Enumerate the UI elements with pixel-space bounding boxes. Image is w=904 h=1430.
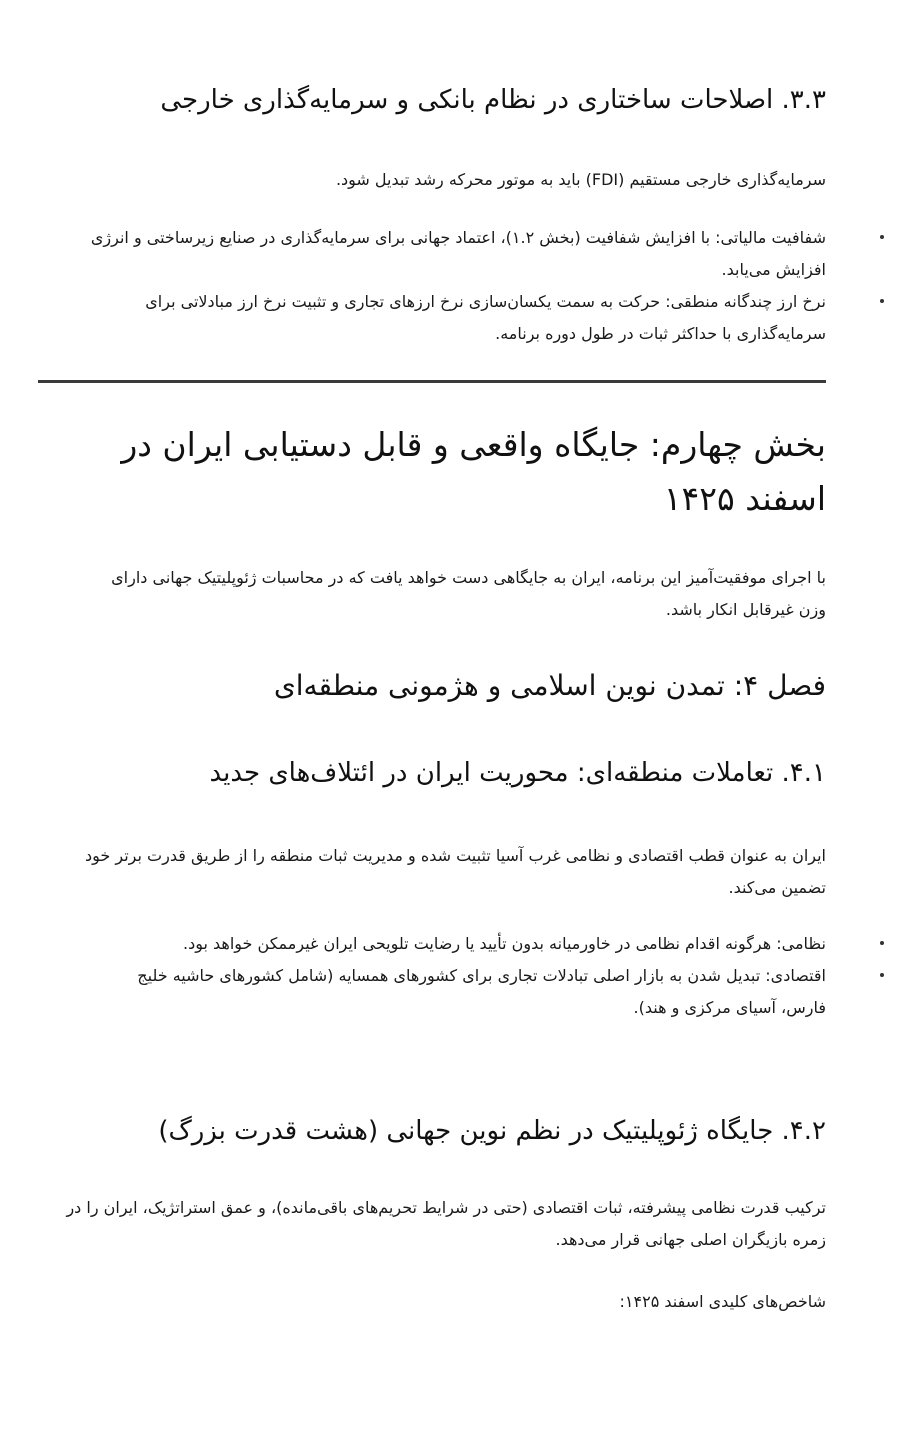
section-3-3-intro: سرمایه‌گذاری خارجی مستقیم (FDI) باید به موتور محرکه رشد تبدیل شود. [335,170,826,189]
section-4-2-heading: ۴.۲. جایگاه ژئوپلیتیک در نظم نوین جهانی (هشت قدرت بزرگ) [158,1116,826,1146]
horizontal-rule [38,380,826,383]
bullet-text: نظامی: هرگونه اقدام نظامی در خاورمیانه بدون تأیید یا رضایت تلویحی ایران غیرممکن خواهد بود. [182,934,826,953]
list-item [124,960,884,1024]
bullet-text: اقتصادی: تبدیل شدن به بازار اصلی تبادلات تجاری برای کشورهای همسایه (شامل کشورهای حاشیه خلیج فارس، آسیای مرکزی و هند). [137,966,826,1017]
list-item [124,928,884,960]
section-3-3-bullet-list [78,222,884,350]
section-4-1-intro: ایران به عنوان قطب اقتصادی و نظامی غرب آسیا تثبیت شده و مدیریت ثبات منطقه را از طریق قدرت برتر خود تضمین می‌کند. [85,846,826,897]
list-item [78,222,884,286]
section-4-1-bullet-list [124,928,884,1024]
chapter-4-heading: فصل ۴: تمدن نوین اسلامی و هژمونی منطقه‌ای [273,669,826,702]
section-4-1-heading: ۴.۱. تعاملات منطقه‌ای: محوریت ایران در ائتلاف‌های جدید [209,758,826,788]
bullet-icon [880,941,884,945]
part-4-heading: بخش چهارم: جایگاه واقعی و قابل دستیابی ایران در اسفند ۱۴۲۵ [121,425,826,518]
key-indicators-label: شاخص‌های کلیدی اسفند ۱۴۲۵: [619,1292,826,1311]
bullet-text: شفافیت مالیاتی: با افزایش شفافیت (بخش ۱.۲)، اعتماد جهانی برای سرمایه‌گذاری در صنایع زیرساختی و انرژی افزایش می‌یابد. [90,228,826,279]
bullet-icon [880,973,884,977]
section-4-2-intro: ترکیب قدرت نظامی پیشرفته، ثبات اقتصادی (حتی در شرایط تحریم‌های باقی‌مانده)، و عمق استراتژیک، ایران را در زمره بازیگران اصلی جهانی قرار می‌دهد. [66,1198,826,1249]
bullet-text: نرخ ارز چندگانه منطقی: حرکت به سمت یکسان‌سازی نرخ ارزهای تجاری و تثبیت نرخ ارز مبادلاتی برای سرمایه‌گذاری با حداکثر ثبات در طول دوره برنامه. [145,292,826,343]
section-3-3-heading: ۳.۳. اصلاحات ساختاری در نظام بانکی و سرمایه‌گذاری خارجی [160,85,826,115]
list-item [78,286,884,350]
part-4-intro: با اجرای موفقیت‌آمیز این برنامه، ایران به جایگاهی دست خواهد یافت که در محاسبات ژئوپلیتیک جهانی دارای وزن غیرقابل انکار باشد. [111,568,826,619]
bullet-icon [880,299,884,303]
bullet-icon [880,235,884,239]
